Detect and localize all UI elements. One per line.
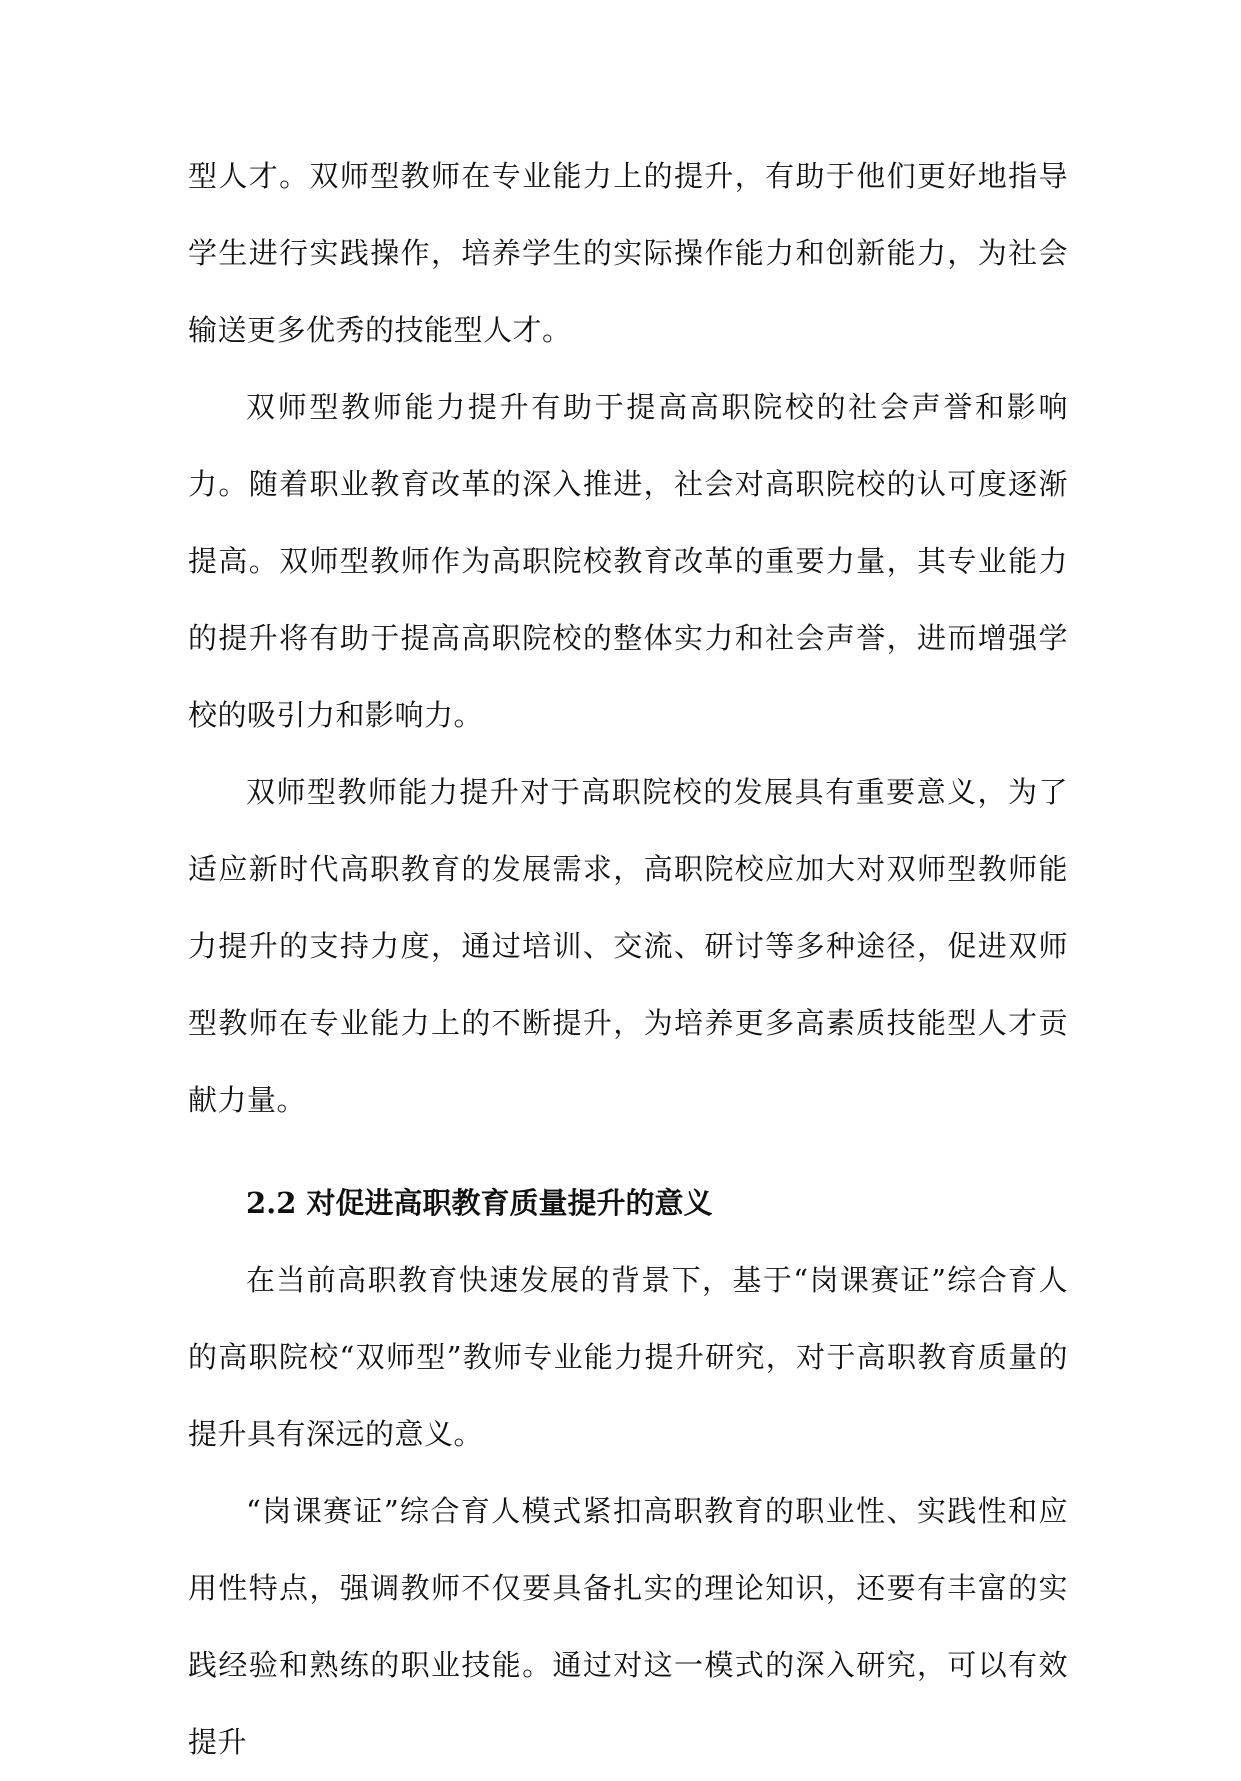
paragraph-model-description: “岗课赛证”综合育人模式紧扣高职教育的职业性、实践性和应用性特点，强调教师不仅要具备扎实的理论知识，还要有丰富的实践经验和熟练的职业技能。通过对这一模式的深入研究，可以有效提升 [188,1494,1068,1759]
paragraph-development-significance: 双师型教师能力提升对于高职院校的发展具有重要意义，为了适应新时代高职教育的发展需求，高职院校应加大对双师型教师能力提升的支持力度，通过培训、交流、研讨等多种途径，促进双师型教师在专业能力上的不断提升，为培养更多高素质技能型人才贡献力量。 [188,775,1068,1117]
paragraph-social-reputation: 双师型教师能力提升有助于提高高职院校的社会声誉和影响力。随着职业教育改革的深入推进，社会对高职院校的认可度逐渐提高。双师型教师作为高职院校教育改革的重要力量，其专业能力的提升将有助于提高高职院校的整体实力和社会声誉，进而增强学校的吸引力和影响力。 [188,390,1068,732]
document-body [188,138,1068,1781]
paragraph-continued: 型人才。双师型教师在专业能力上的提升，有助于他们更好地指导学生进行实践操作，培养学生的实际操作能力和创新能力，为社会输送更多优秀的技能型人才。 [188,159,1068,347]
paragraph-quality-context: 在当前高职教育快速发展的背景下，基于“岗课赛证”综合育人的高职院校“双师型”教师专业能力提升研究，对于高职教育质量的提升具有深远的意义。 [188,1263,1068,1451]
section-heading: 2.2 对促进高职教育质量提升的意义 [246,1186,713,1220]
